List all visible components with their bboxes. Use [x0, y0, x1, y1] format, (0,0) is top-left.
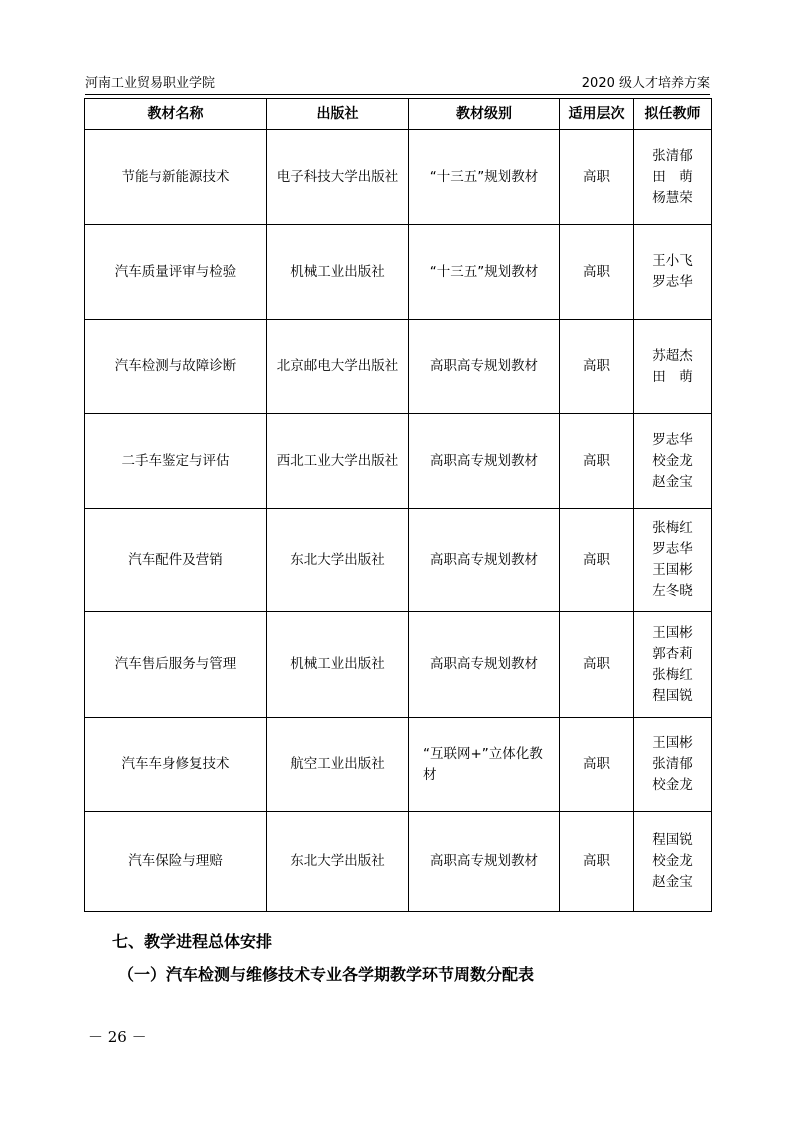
cell-level: “互联网+”立体化教材 [409, 718, 560, 812]
teacher-name: 田 萌 [652, 368, 693, 385]
teacher-name: 赵金宝 [652, 874, 693, 890]
table-row [85, 718, 712, 812]
cell-level: 高职高专规划教材 [409, 612, 560, 718]
cell-teachers [634, 718, 712, 812]
teacher-name: 张梅红 [652, 666, 693, 683]
page-number: － 26 － [88, 1028, 147, 1046]
cell-tier: 高职 [560, 320, 634, 414]
teacher-name: 王小飞 [652, 253, 693, 269]
section-heading-7: 七、教学进程总体安排 [112, 932, 273, 951]
column-header-publisher: 出版社 [267, 99, 409, 130]
table-row [85, 812, 712, 912]
cell-level: 高职高专规划教材 [409, 812, 560, 912]
cell-teachers [634, 414, 712, 509]
cell-textbook-name: 汽车检测与故障诊断 [85, 320, 267, 414]
cell-level: 高职高专规划教材 [409, 414, 560, 509]
cell-publisher: 电子科技大学出版社 [267, 130, 409, 225]
page-header [85, 76, 710, 96]
header-doc-title: 2020 级人才培养方案 [581, 76, 710, 91]
table-row [85, 612, 712, 718]
teacher-name: 郭杏莉 [652, 645, 693, 662]
cell-tier: 高职 [560, 718, 634, 812]
teacher-name: 张清郁 [652, 756, 693, 772]
cell-level: “十三五”规划教材 [409, 225, 560, 320]
cell-publisher: 西北工业大学出版社 [267, 414, 409, 509]
teacher-name: 校金龙 [652, 777, 693, 793]
column-header-tier: 适用层次 [560, 99, 634, 130]
cell-publisher: 东北大学出版社 [267, 812, 409, 912]
cell-teachers [634, 509, 712, 612]
cell-tier: 高职 [560, 414, 634, 509]
cell-tier: 高职 [560, 225, 634, 320]
cell-tier: 高职 [560, 130, 634, 225]
cell-textbook-name: 汽车质量评审与检验 [85, 225, 267, 320]
cell-tier: 高职 [560, 509, 634, 612]
teacher-name: 程国锐 [652, 687, 693, 704]
cell-teachers [634, 130, 712, 225]
cell-tier: 高职 [560, 812, 634, 912]
subsection-heading-7-1: （一）汽车检测与维修技术专业各学期教学环节周数分配表 [118, 965, 535, 984]
header-rule [85, 94, 710, 95]
teacher-name: 苏超杰 [652, 347, 693, 364]
column-header-teachers: 拟任教师 [634, 99, 712, 130]
table-row [85, 225, 712, 320]
teacher-name: 王国彬 [652, 562, 693, 578]
cell-textbook-name: 二手车鉴定与评估 [85, 414, 267, 509]
header-school-name: 河南工业贸易职业学院 [85, 76, 216, 91]
cell-teachers [634, 612, 712, 718]
teacher-name: 赵金宝 [652, 473, 693, 490]
cell-level: 高职高专规划教材 [409, 320, 560, 414]
cell-textbook-name: 节能与新能源技术 [85, 130, 267, 225]
cell-level: 高职高专规划教材 [409, 509, 560, 612]
teacher-name: 左冬晓 [652, 583, 693, 599]
teacher-name: 校金龙 [652, 853, 693, 869]
table-row [85, 130, 712, 225]
teacher-name: 张梅红 [652, 520, 693, 536]
table-row [85, 320, 712, 414]
column-header-level: 教材级别 [409, 99, 560, 130]
teacher-name: 程国锐 [652, 832, 693, 848]
teacher-name: 王国彬 [652, 735, 693, 751]
cell-teachers [634, 812, 712, 912]
teacher-name: 罗志华 [652, 274, 693, 290]
teacher-name: 罗志华 [652, 541, 693, 557]
cell-teachers [634, 225, 712, 320]
cell-textbook-name: 汽车保险与理赔 [85, 812, 267, 912]
teacher-name: 校金龙 [652, 452, 693, 469]
teacher-name: 杨慧荣 [652, 189, 693, 206]
cell-publisher: 东北大学出版社 [267, 509, 409, 612]
textbook-table [84, 98, 712, 912]
cell-textbook-name: 汽车配件及营销 [85, 509, 267, 612]
cell-textbook-name: 汽车售后服务与管理 [85, 612, 267, 718]
table-header-row [85, 99, 712, 130]
teacher-name: 罗志华 [652, 431, 693, 448]
cell-publisher: 机械工业出版社 [267, 612, 409, 718]
cell-tier: 高职 [560, 612, 634, 718]
column-header-name: 教材名称 [85, 99, 267, 130]
cell-publisher: 北京邮电大学出版社 [267, 320, 409, 414]
teacher-name: 王国彬 [652, 624, 693, 641]
teacher-name: 张清郁 [652, 147, 693, 164]
cell-textbook-name: 汽车车身修复技术 [85, 718, 267, 812]
cell-publisher: 航空工业出版社 [267, 718, 409, 812]
table-row [85, 414, 712, 509]
teacher-name: 田 萌 [652, 168, 693, 185]
table-row [85, 509, 712, 612]
cell-teachers [634, 320, 712, 414]
cell-publisher: 机械工业出版社 [267, 225, 409, 320]
cell-level: “十三五”规划教材 [409, 130, 560, 225]
